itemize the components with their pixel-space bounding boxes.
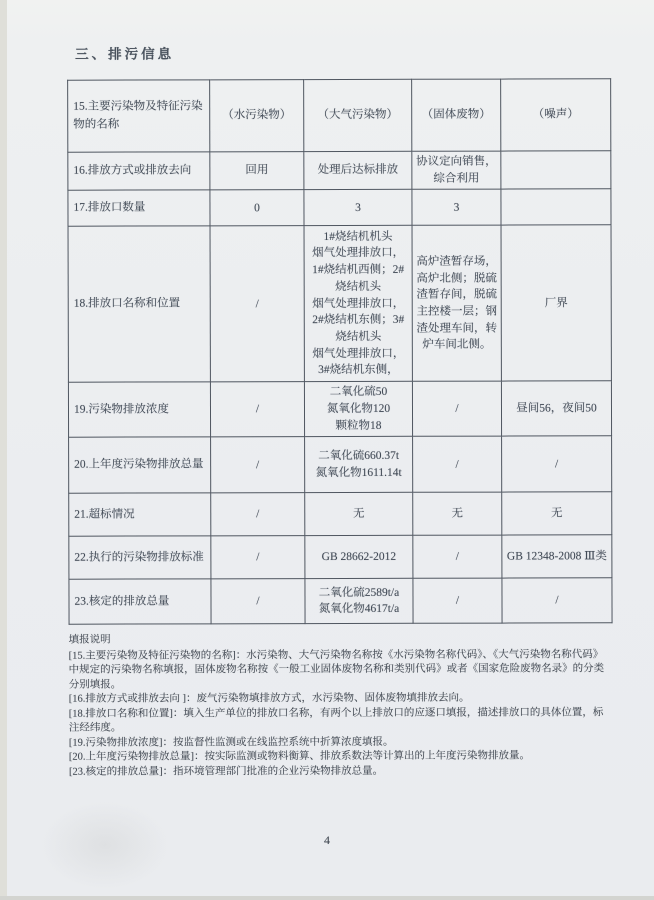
row15-label: 15.主要污染物及特征污染物的名称 bbox=[68, 80, 210, 152]
table-row-20 bbox=[69, 436, 612, 493]
table-row-17 bbox=[68, 189, 611, 226]
row17-solid: 3 bbox=[412, 189, 501, 225]
document-content bbox=[67, 41, 612, 780]
row16-solid: 协议定向销售， 综合利用 bbox=[412, 151, 501, 190]
row15-water: （水污染物） bbox=[210, 80, 304, 152]
row23-solid: / bbox=[413, 578, 502, 623]
row18-solid: 高炉渣暂存场， 高炉北侧；脱硫 渣暂存间，脱硫 主控楼一层；钢 渣处理车间，转 炉车间北侧。 bbox=[412, 225, 501, 381]
row16-air: 处理后达标排放 bbox=[304, 151, 412, 190]
row18-noise: 厂界 bbox=[501, 225, 611, 381]
row21-water: / bbox=[211, 493, 305, 536]
row18-air: 1#烧结机机头 烟气处理排放口， 1#烧结机西侧；2# 烧结机头 烟气处理排放口， 2#烧结机东侧；3# 烧结机头 烟气处理排放口， 3#烧结机东侧， bbox=[304, 226, 412, 382]
pollution-info-table bbox=[67, 78, 612, 625]
row22-label: 22.执行的污染物排放标准 bbox=[69, 536, 211, 579]
row20-label: 20.上年度污染物排放总量 bbox=[69, 437, 211, 493]
scan-bottom-edge bbox=[0, 896, 654, 900]
row19-water: / bbox=[210, 382, 304, 437]
table-row-21 bbox=[69, 492, 612, 536]
note-item: [16.排放方式或排放去向 ]：废气污染物填排放方式，水污染物、固体废物填排放去向。 bbox=[68, 692, 470, 706]
row17-air: 3 bbox=[304, 190, 412, 226]
table-row-16 bbox=[68, 151, 611, 191]
note-item: [23.核定的排放总量]：指环境管理部门批准的企业污染物排放总量。 bbox=[68, 765, 384, 778]
note-item: [18.排放口名称和位置]：填入生产单位的排放口名称，有两个以上排放口的应逐口填报，描述排放口的具体位置，标注经纬度。 bbox=[68, 707, 604, 734]
row15-air: （大气污染物） bbox=[304, 79, 412, 151]
note-item: [19.污染物排放浓度]：按监督性监测或在线监控系统中折算浓度填报。 bbox=[68, 736, 394, 749]
row20-noise: / bbox=[502, 436, 612, 492]
row15-noise: （噪声） bbox=[501, 79, 611, 151]
row20-air: 二氧化硫660.37t 氮氧化物1611.14t bbox=[305, 437, 413, 493]
row23-label: 23.核定的排放总量 bbox=[69, 579, 211, 624]
row16-water: 回用 bbox=[210, 152, 304, 191]
page-number: 4 bbox=[324, 833, 330, 847]
row21-label: 21.超标情况 bbox=[69, 493, 211, 536]
row19-label: 19.污染物排放浓度 bbox=[68, 382, 210, 437]
row22-noise: GB 12348-2008 Ⅲ类 bbox=[502, 535, 612, 578]
row20-water: / bbox=[211, 437, 305, 493]
note-item: [20.上年度污染物排放总量]：按实际监测或物料衡算、排放系数法等计算出的上年度污染物排放量。 bbox=[68, 750, 531, 763]
row17-water: 0 bbox=[210, 190, 304, 226]
row21-air: 无 bbox=[305, 493, 413, 536]
note-item: [15.主要污染物及特征污染物的名称]：水污染物、大气污染物名称按《水污染物名称代码》、《大气污染物名称代码》中规定的污染物名称填报，固体废物名称按《一般工业固体废物名称和类别代码》或者《国家危险废物名录》的分类分别填报。 bbox=[68, 649, 605, 691]
row23-air: 二氧化硫2589t/a 氮氧化物4617t/a bbox=[305, 579, 413, 624]
table-row-22 bbox=[69, 535, 612, 579]
row18-label: 18.排放口名称和位置 bbox=[68, 226, 210, 382]
row23-noise: / bbox=[502, 578, 612, 623]
row17-noise bbox=[501, 189, 611, 225]
row22-solid: / bbox=[413, 535, 502, 578]
row19-solid: / bbox=[412, 381, 501, 436]
row20-solid: / bbox=[413, 436, 502, 492]
row16-noise bbox=[501, 151, 611, 190]
filling-instructions bbox=[69, 633, 612, 780]
row19-noise: 昼间56，夜间50 bbox=[501, 381, 611, 436]
row23-water: / bbox=[211, 579, 305, 624]
row21-noise: 无 bbox=[502, 492, 612, 535]
row19-air: 二氧化硫50 氮氧化物120 颗粒物18 bbox=[304, 382, 412, 437]
table-row-15 bbox=[68, 79, 611, 152]
row22-air: GB 28662-2012 bbox=[305, 536, 413, 579]
table-row-23 bbox=[69, 578, 612, 624]
scan-left-edge bbox=[0, 0, 7, 900]
row15-solid: （固体废物） bbox=[412, 79, 501, 151]
notes-title: 填报说明 bbox=[68, 634, 111, 647]
table-row-18 bbox=[68, 225, 611, 382]
row21-solid: 无 bbox=[413, 492, 502, 535]
row18-water: / bbox=[210, 226, 304, 382]
row16-label: 16.排放方式或排放去向 bbox=[68, 152, 210, 191]
row17-label: 17.排放口数量 bbox=[68, 190, 210, 226]
section-title: 三、排污信息 bbox=[75, 46, 175, 62]
table-row-19 bbox=[68, 381, 611, 437]
row22-water: / bbox=[211, 536, 305, 579]
